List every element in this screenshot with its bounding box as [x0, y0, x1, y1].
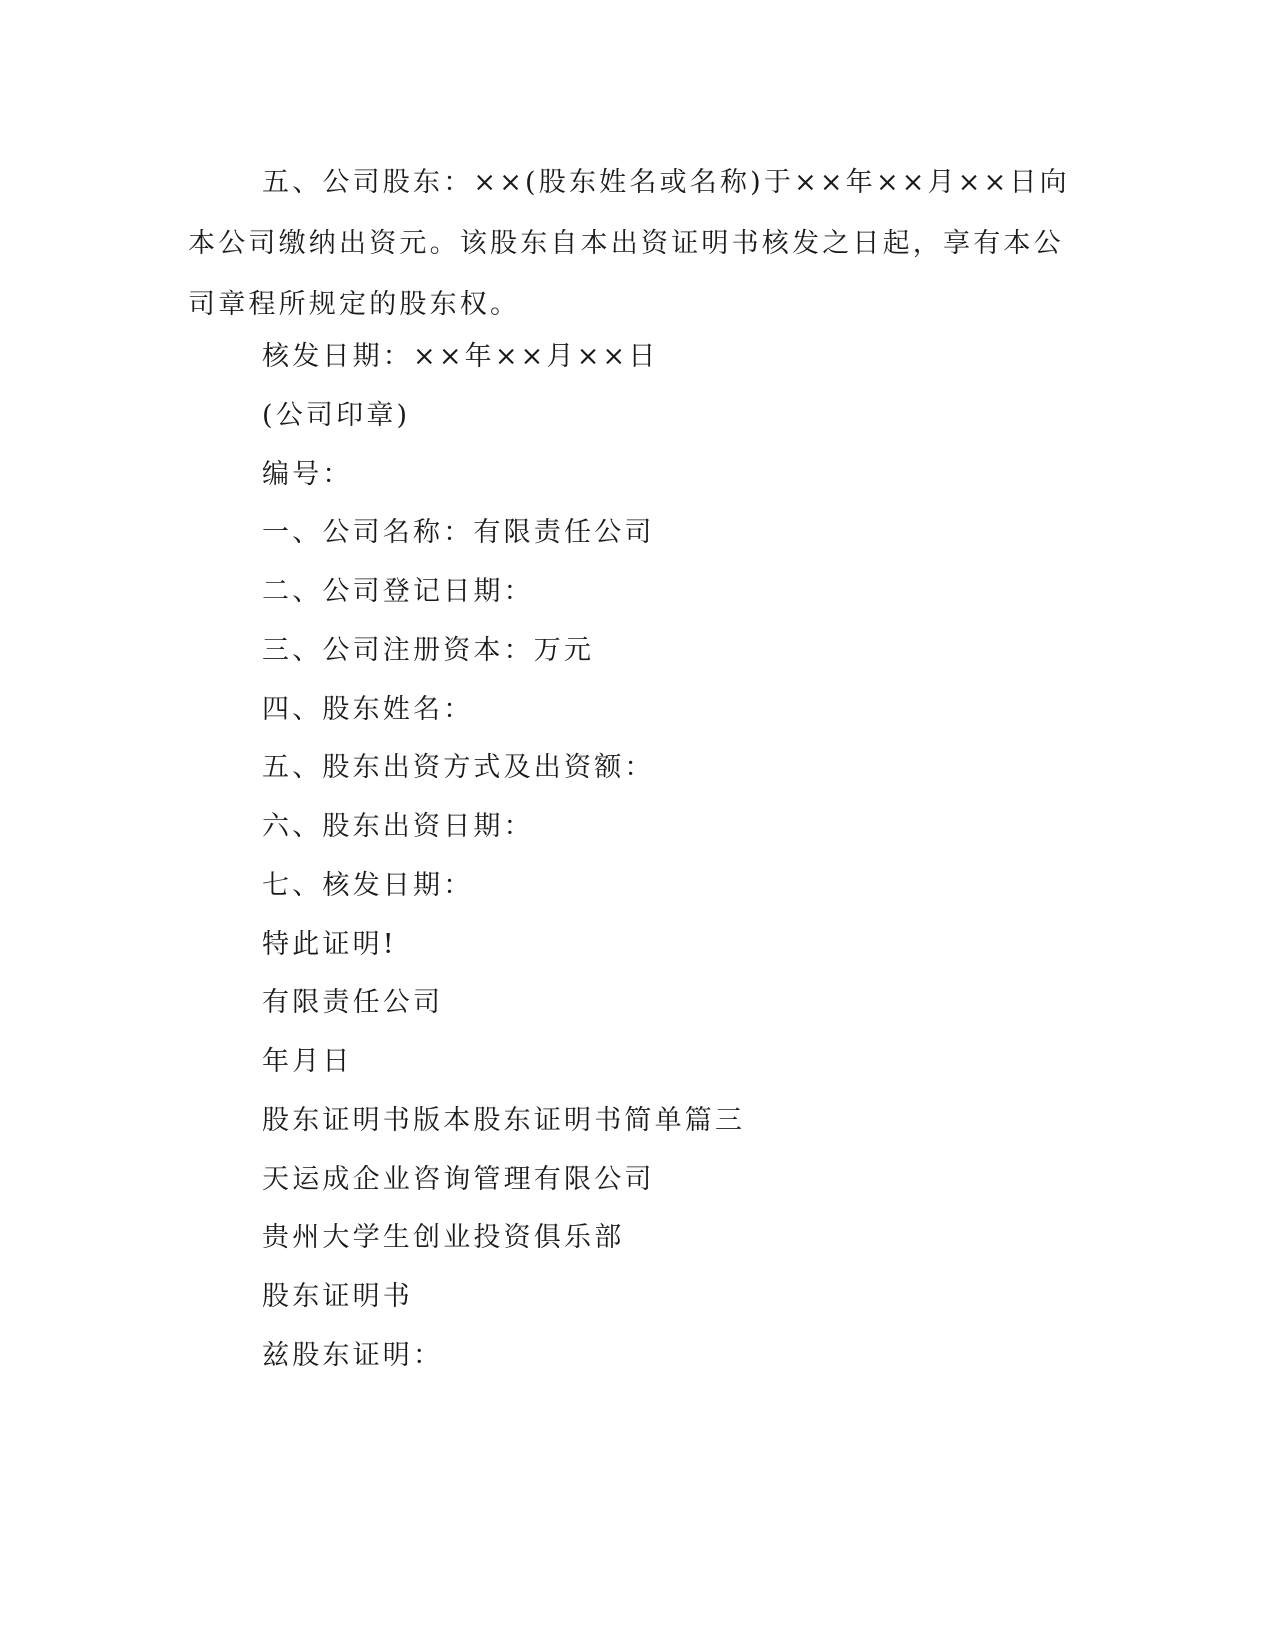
company-signature-line: 有限责任公司 — [262, 987, 444, 1018]
company-name-line: 一、公司名称：有限责任公司 — [262, 517, 655, 548]
serial-number-line: 编号： — [262, 459, 353, 490]
registration-date-line: 二、公司登记日期： — [262, 576, 534, 607]
registered-capital-line: 三、公司注册资本：万元 — [262, 635, 595, 666]
contribution-method-line: 五、股东出资方式及出资额： — [262, 752, 655, 783]
company-seal-line: (公司印章) — [262, 400, 411, 431]
certificate-title-line: 股东证明书 — [262, 1281, 413, 1312]
section-heading-line: 股东证明书版本股东证明书简单篇三 — [262, 1105, 746, 1136]
contribution-date-line: 六、股东出资日期： — [262, 811, 534, 842]
issue-date-line: 核发日期：××年××月××日 — [262, 341, 659, 372]
club-name-line: 贵州大学生创业投资俱乐部 — [262, 1222, 625, 1253]
certificate-intro-line: 兹股东证明： — [262, 1340, 444, 1371]
shareholder-name-line: 四、股东姓名： — [262, 694, 474, 725]
paragraph-shareholder-contribution: 五、公司股东：××(股东姓名或名称)于××年××月××日向本公司缴纳出资元。该股东自本出资证明书核发之日起，享有本公司章程所规定的股东权。 — [188, 167, 1070, 320]
consulting-company-line: 天运成企业咨询管理有限公司 — [262, 1164, 655, 1195]
issue-date-field-line: 七、核发日期： — [262, 870, 474, 901]
date-signature-line: 年月日 — [262, 1046, 353, 1077]
certification-line: 特此证明! — [262, 929, 397, 960]
